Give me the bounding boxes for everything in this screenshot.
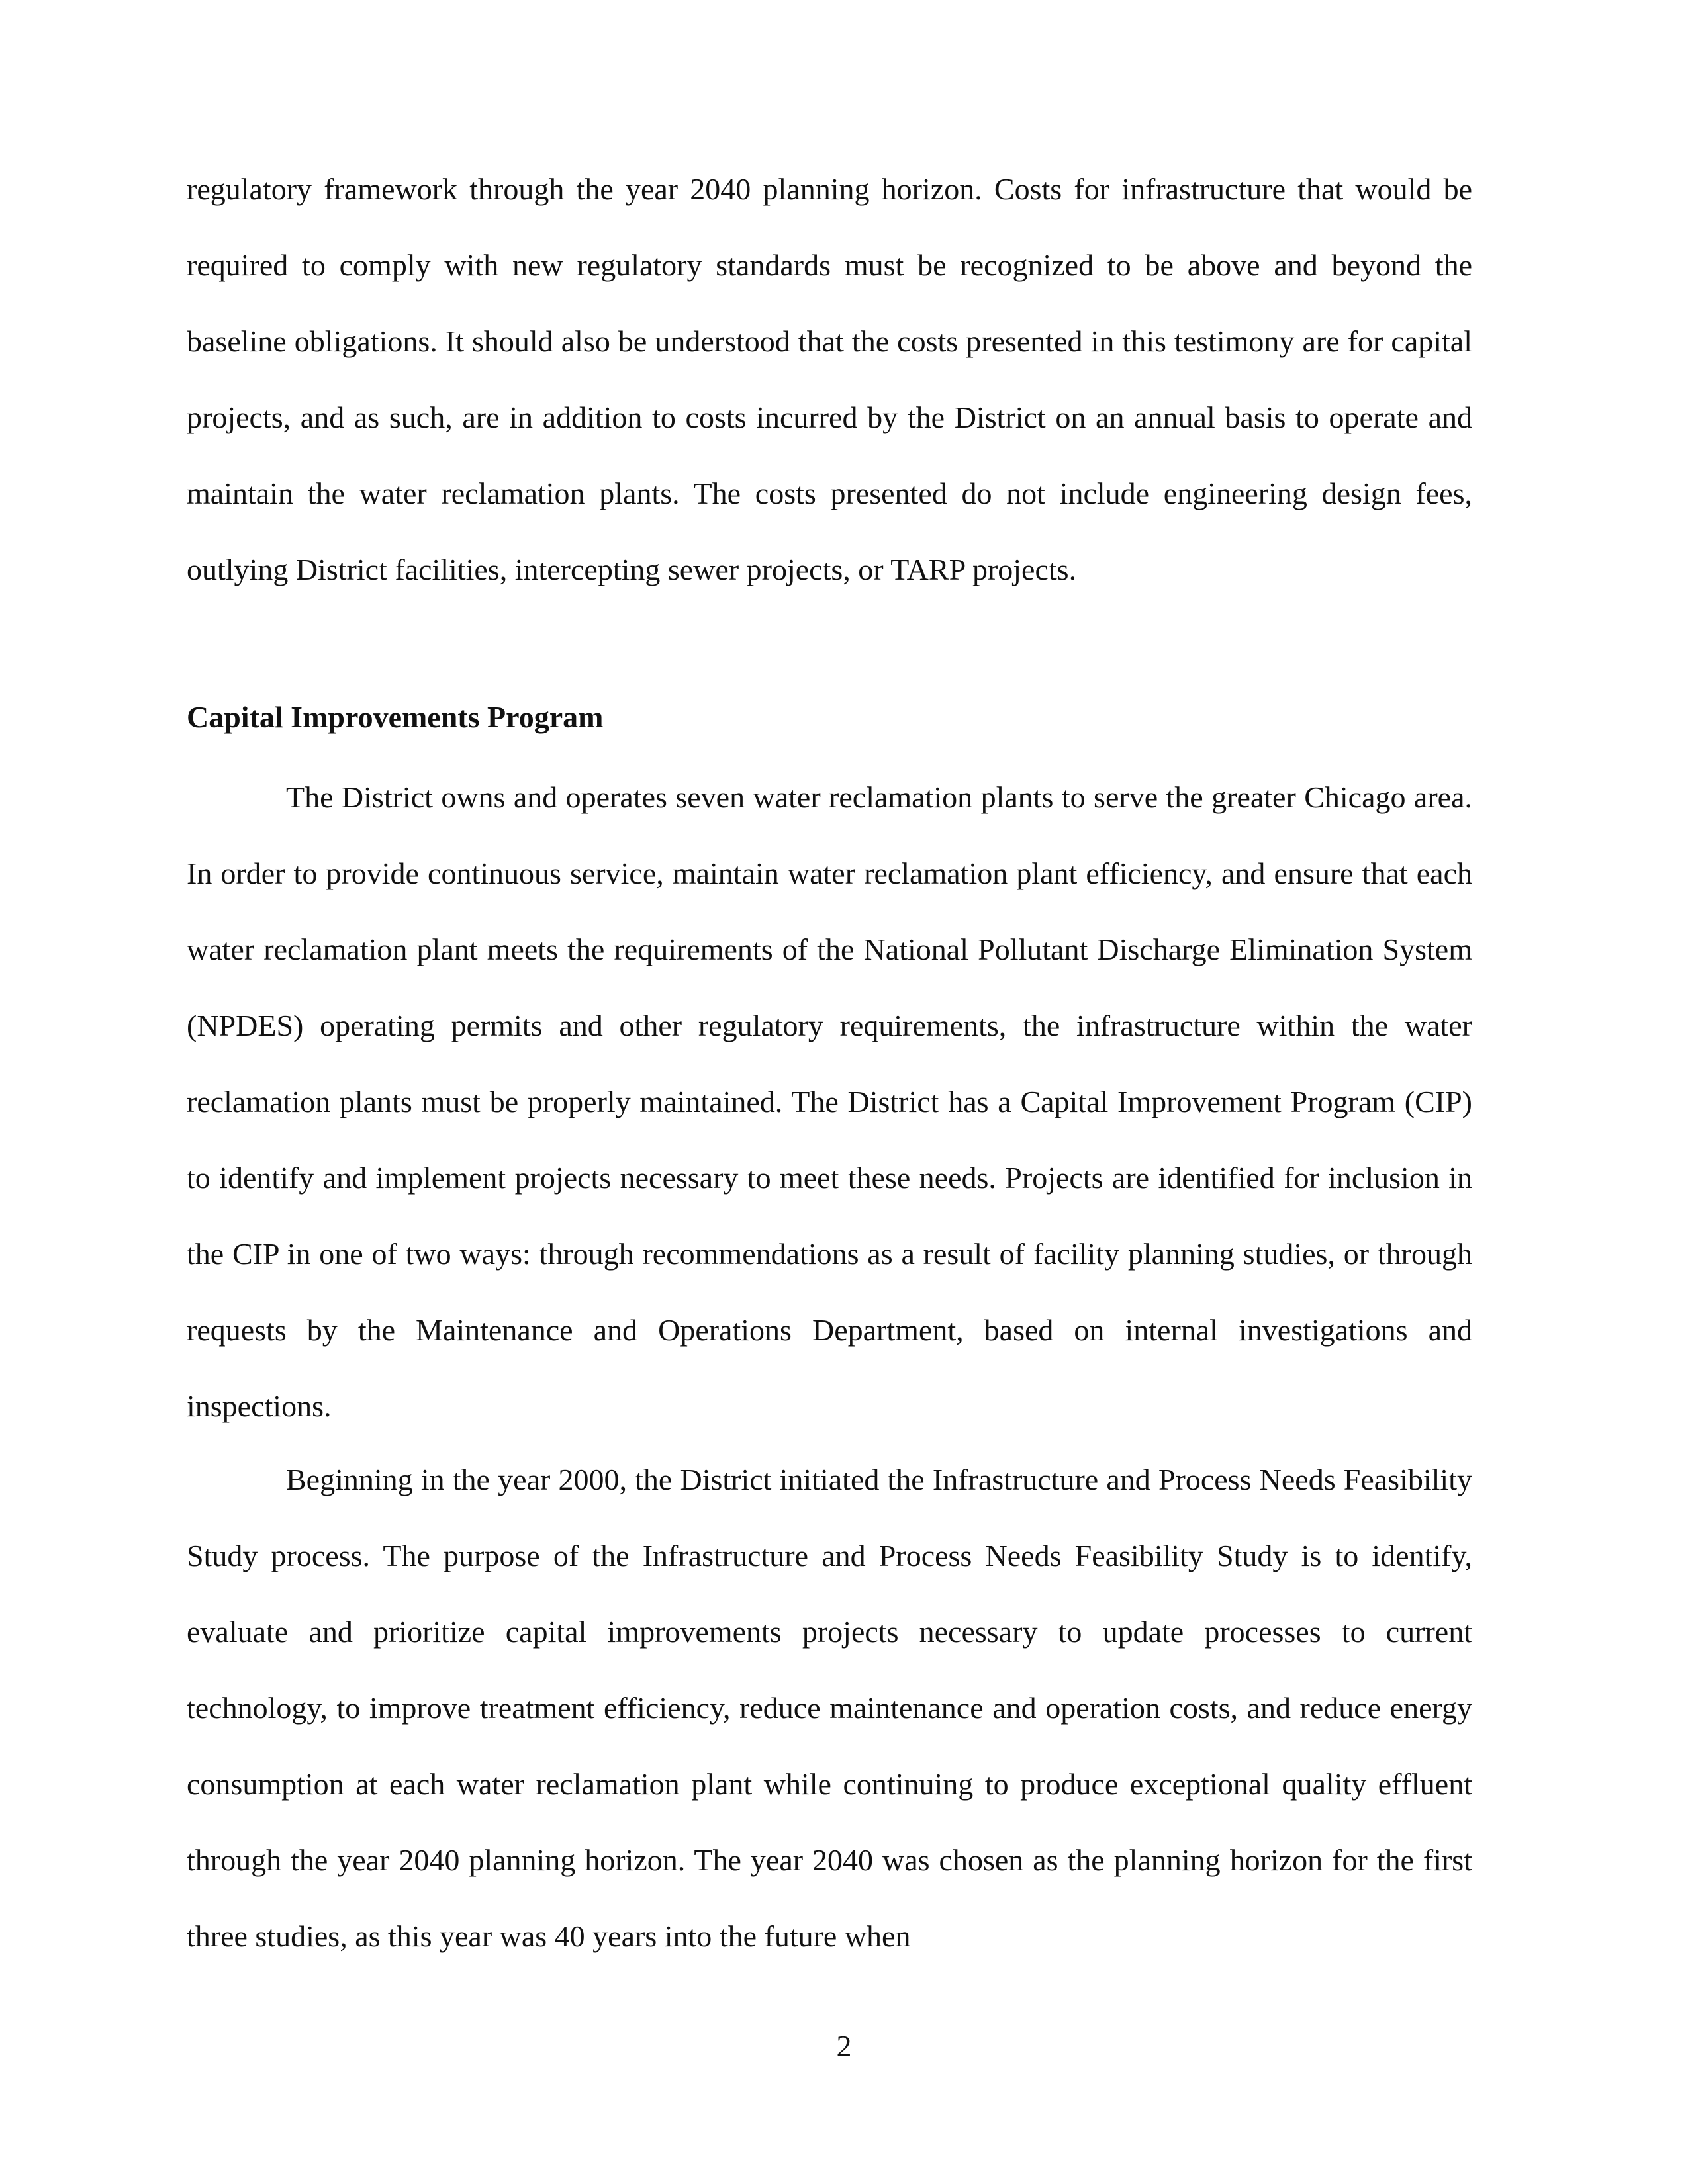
- paragraph-district: The District owns and operates seven water reclamation plants to serve the greater Chicago area. In order to provide continuous service, maintain water reclamation plant efficiency, and ensure that each water reclamation plant meets the requirements of the National Pollutant Discharge Elimination System (NPDES) operating permits and other regulatory requirements, the infrastructure within the water reclamation plants must be properly maintained. The District has a Capital Improvement Program (CIP) to identify and implement projects necessary to meet these needs. Projects are identified for inclusion in the CIP in one of two ways: through recommendations as a result of facility planning studies, or through requests by the Maintenance and Operations Department, based on internal investigations and inspections.: [187, 780, 1472, 1423]
- section-heading: Capital Improvements Program: [187, 700, 604, 734]
- page-number: 2: [836, 2029, 852, 2063]
- paragraph-intro: regulatory framework through the year 2040 planning horizon. Costs for infrastructure that would be required to comply with new regulatory standards must be recognized to be above and beyond the baseline obligations. It should also be understood that the costs presented in this testimony are for capital projects, and as such, are in addition to costs incurred by the District on an annual basis to operate and maintain the water reclamation plants. The costs presented do not include engineering design fees, outlying District facilities, intercepting sewer projects, or TARP projects.: [187, 172, 1472, 586]
- paragraph-feasibility: Beginning in the year 2000, the District initiated the Infrastructure and Process Needs Feasibility Study process. The purpose of the Infrastructure and Process Needs Feasibility Study is to identify, evaluate and prioritize capital improvements projects necessary to update processes to current technology, to improve treatment efficiency, reduce maintenance and operation costs, and reduce energy consumption at each water reclamation plant while continuing to produce exceptional quality effluent through the year 2040 planning horizon. The year 2040 was chosen as the planning horizon for the first three studies, as this year was 40 years into the future when: [187, 1463, 1472, 1953]
